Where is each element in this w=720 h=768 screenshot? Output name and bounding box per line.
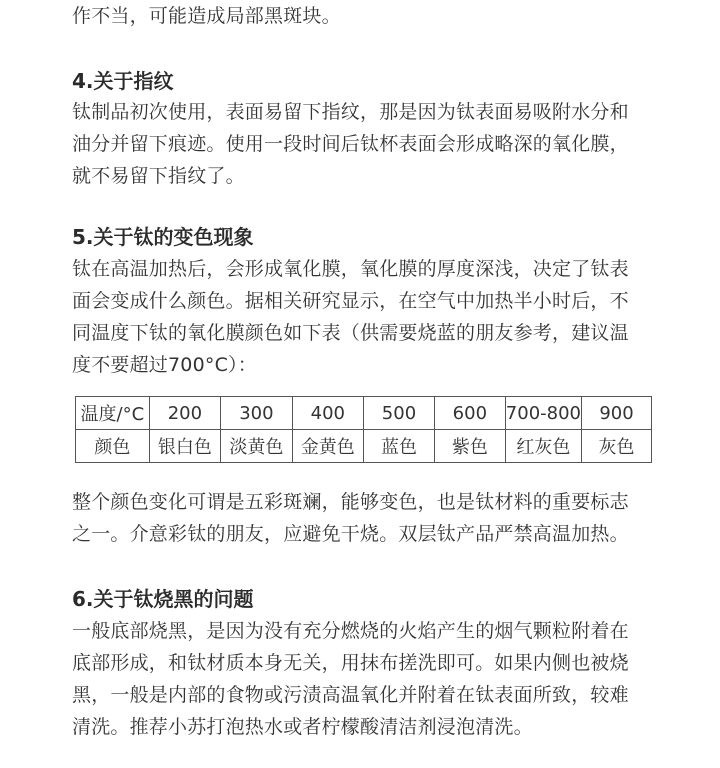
color-cell: 灰色 — [582, 430, 652, 463]
section-5-conclusion-line: 整个颜色变化可谓是五彩斑斓，能够变色，也是钛材料的重要标志 — [72, 491, 629, 513]
section-4-line: 油分并留下痕迹。使用一段时间后钛杯表面会形成略深的氧化膜， — [72, 133, 629, 155]
section-5-line: 同温度下钛的氧化膜颜色如下表（供需要烧蓝的朋友参考，建议温 — [72, 322, 629, 344]
color-cell: 紫色 — [434, 430, 505, 463]
section-6-line: 一般底部烧黑，是因为没有充分燃烧的火焰产生的烟气颗粒附着在 — [72, 620, 629, 642]
section-5-conclusion-line: 之一。介意彩钛的朋友，应避免干烧。双层钛产品严禁高温加热。 — [72, 523, 629, 545]
section-5-body — [72, 253, 629, 381]
temperature-cell: 600 — [434, 397, 505, 430]
section-4-heading: 4.关于指纹 — [72, 69, 174, 93]
intro-fragment: 作不当，可能造成局部黑斑块。 — [72, 5, 341, 27]
section-5-conclusion — [72, 486, 629, 550]
section-6-line: 清洗。推荐小苏打泡热水或者柠檬酸清洁剂浸泡清洗。 — [72, 716, 533, 738]
temperature-cell: 500 — [364, 397, 435, 430]
section-4-line: 就不易留下指纹了。 — [72, 165, 245, 187]
color-cell: 蓝色 — [364, 430, 435, 463]
section-6-body — [72, 615, 629, 743]
section-5-line: 度不要超过700°C）： — [72, 354, 257, 376]
color-cell: 淡黄色 — [221, 430, 292, 463]
section-6-line: 底部形成，和钛材质本身无关，用抹布搓洗即可。如果内侧也被烧 — [72, 652, 629, 674]
section-5-line: 面会变成什么颜色。据相关研究显示，在空气中加热半小时后，不 — [72, 290, 629, 312]
section-6-heading: 6.关于钛烧黑的问题 — [72, 587, 254, 611]
color-cell: 金黄色 — [292, 430, 363, 463]
temperature-cell: 300 — [221, 397, 292, 430]
section-5-heading: 5.关于钛的变色现象 — [72, 225, 254, 249]
temperature-cell: 900 — [582, 397, 652, 430]
section-4-line: 钛制品初次使用，表面易留下指纹，那是因为钛表面易吸附水分和 — [72, 101, 629, 123]
temperature-cell: 700-800 — [505, 397, 581, 430]
color-row — [76, 430, 652, 463]
section-5-line: 钛在高温加热后，会形成氧化膜，氧化膜的厚度深浅，决定了钛表 — [72, 258, 629, 280]
color-cell: 银白色 — [149, 430, 220, 463]
temperature-row — [76, 397, 652, 430]
temperature-cell: 400 — [292, 397, 363, 430]
section-6-line: 黑，一般是内部的食物或污渍高温氧化并附着在钛表面所致，较难 — [72, 684, 629, 706]
color-header-cell: 颜色 — [76, 430, 150, 463]
color-cell: 红灰色 — [505, 430, 581, 463]
temperature-cell: 200 — [149, 397, 220, 430]
section-4-body — [72, 96, 629, 192]
temperature-header-cell: 温度/°C — [76, 397, 150, 430]
color-temperature-table — [75, 396, 652, 463]
